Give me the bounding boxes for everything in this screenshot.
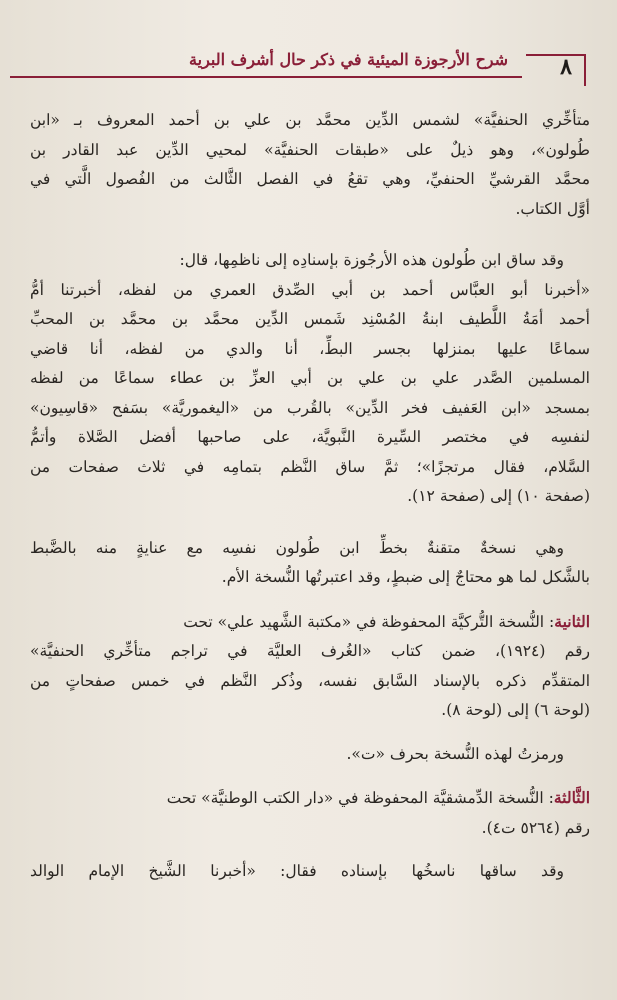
text-line: وقد ساقها ناسخُها بإسناده فقال: «أخبرنا الشَّيخ الإمام الوالد [30,862,564,880]
text-line: أحمد أمَةُ اللَّطيف ابنةُ المُسْنِد شَمس الدِّين محمَّد بن محمَّد بن المحبِّ [30,310,590,328]
text-line: ورمزتُ لهذه النُّسخة بحرف «ت». [346,744,564,763]
paragraph-second-copy [30,607,590,726]
text-line [30,783,590,814]
text-line: رقم (١٩٢٤)، ضمن كتاب «الغُرف العليَّة في تراجم متأخِّري الحنفيَّة» [30,642,590,660]
text-line: متأخِّري الحنفيَّة» لشمس الدِّين محمَّد بن علي بن أحمد المعروف بـ «ابن [30,111,590,129]
text-line: «أخبرنا أبو العبَّاس أحمد بن أبي الصِّدق العمري من لفظه، أخبرتنا أمُّ [30,280,590,299]
text-line: (لوحة ٦) إلى (لوحة ٨). [441,701,590,719]
paragraph-third-copy [30,783,590,843]
header-rule [10,76,522,78]
copy-text: : النُّسخة التُّركيَّة المحفوظة في «مكتبة الشَّهيد علي» تحت [183,612,555,631]
page-number-frame [526,54,586,86]
copy-label-third: الثَّالثة [553,788,590,807]
paragraph-5 [30,740,590,770]
text-line: طُولون»، وهو ذيلٌ على «طبقات الحنفيَّة» لمحيي الدِّين عبد القادر بن [30,140,590,159]
text-line: رقم (٥٢٦٤ ت٤). [481,818,590,837]
text-line: محمَّد القرشيِّ الحنفيِّ، وهي تقعُ في الفصل الثَّالث من الفُصول الَّتي في [30,170,590,188]
text-line: سماعًا عليها بمنزلها بجسر البطِّ، أنا والدي من لفظه، أنا قاضي [30,339,590,358]
header-title: شرح الأرجوزة الميئية في ذكر حال أشرف البرية [189,50,508,69]
paragraph-7 [30,857,590,887]
running-header [10,46,600,82]
text-line: أوَّل الكتاب. [515,199,590,218]
text-line: وقد ساق ابن طُولون هذه الأرجُوزة بإسنادِه إلى ناظمِها، قال: [179,251,564,269]
text-line [30,607,590,638]
body-text [30,106,590,887]
copy-text: : النُّسخة الدِّمشقيَّة المحفوظة في «دار الكتب الوطنيَّة» تحت [166,789,554,807]
text-line: لنفسِه في مختصر السِّيرة النَّبويَّة، على صاحبها أفضل الصَّلاة وأتمُّ [30,428,590,446]
copy-label-second: الثانية [554,611,590,631]
text-line: المسلمين الصَّدر علي بن علي بن أبي العزِّ بن عطاء سماعًا من لفظه [30,369,590,387]
text-line: بالشَّكل لما هو محتاجٌ إلى ضبطٍ، وقد اعتبرتُها النُّسخة الأم. [221,568,590,586]
paragraph-2 [30,246,590,512]
page-number: ٨ [560,54,572,80]
paragraph-1 [30,106,590,224]
text-line: بمسجد «ابن العَفيف فخر الدِّين» بالقُرب من «اليغموريَّة» بسَفح «قاسِيون» [30,398,590,417]
text-line: (صفحة ١٠) إلى (صفحة ١٢). [407,487,590,505]
text-line: المتقدِّم ذكره بالإسناد السَّابق نفسه، وذُكر النَّظم في خمس صفحاتٍ من [30,671,590,690]
paragraph-3 [30,534,590,593]
text-line: السَّلام، فقال مرتجزًا»؛ ثمَّ ساق النَّظم بتمامِه في ثلاث صفحات من [30,457,590,476]
text-line: وهي نسخةٌ متقنةٌ بخطِّ ابن طُولون نفسِه مع عنايةٍ منه بالضَّبط [30,538,564,557]
